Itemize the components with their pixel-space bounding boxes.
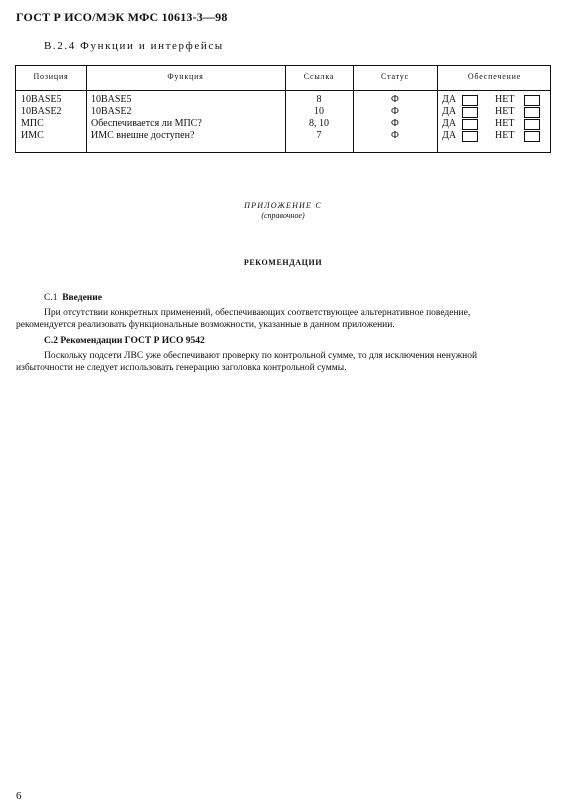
cell-yes-label: ДА bbox=[442, 94, 457, 105]
cell-function: ИМС внешне доступен? bbox=[91, 130, 195, 141]
header-provision: Обеспечение bbox=[467, 72, 522, 81]
header-function: Функция bbox=[167, 72, 204, 81]
cell-position: МПС bbox=[21, 118, 44, 129]
cell-status: Ф bbox=[391, 94, 399, 105]
cell-reference: 8 bbox=[316, 94, 322, 105]
cell-function: Обеспечивается ли МПС? bbox=[91, 118, 202, 129]
section-c1-number: С.1 bbox=[44, 293, 58, 303]
cell-status: Ф bbox=[391, 118, 399, 129]
yes-checkbox[interactable] bbox=[462, 107, 478, 118]
cell-no-label: НЕТ bbox=[495, 130, 515, 141]
table-row bbox=[16, 118, 550, 130]
cell-position: ИМС bbox=[21, 130, 44, 141]
cell-reference: 7 bbox=[316, 130, 322, 141]
section-c1-title: Введение bbox=[62, 293, 102, 303]
table-row bbox=[16, 94, 550, 106]
header-reference: Ссылка bbox=[303, 72, 335, 81]
yes-checkbox[interactable] bbox=[462, 95, 478, 106]
section-c1-line2: рекомендуется реализовать функциональные возможности, указанные в данном приложении. bbox=[16, 320, 395, 330]
document-header-title: ГОСТ Р ИСО/МЭК МФС 10613-3—98 bbox=[16, 10, 228, 24]
yes-checkbox[interactable] bbox=[462, 131, 478, 142]
cell-status: Ф bbox=[391, 106, 399, 117]
cell-function: 10BASE5 bbox=[91, 94, 132, 105]
cell-no-label: НЕТ bbox=[495, 118, 515, 129]
annex-subtitle: (справочное) bbox=[261, 211, 305, 220]
annex-title: ПРИЛОЖЕНИЕ С bbox=[244, 201, 322, 210]
no-checkbox[interactable] bbox=[524, 95, 540, 106]
cell-reference: 8, 10 bbox=[309, 118, 329, 129]
cell-status: Ф bbox=[391, 130, 399, 141]
cell-no-label: НЕТ bbox=[495, 94, 515, 105]
page-number: 6 bbox=[16, 790, 22, 802]
section-c2-heading: С.2 Рекомендации ГОСТ Р ИСО 9542 bbox=[44, 336, 205, 346]
cell-reference: 10 bbox=[314, 106, 324, 117]
section-heading: В.2.4 Функции и интерфейсы bbox=[44, 40, 224, 52]
cell-function: 10BASE2 bbox=[91, 106, 132, 117]
yes-checkbox[interactable] bbox=[462, 119, 478, 130]
cell-yes-label: ДА bbox=[442, 130, 457, 141]
cell-position: 10BASE2 bbox=[21, 106, 62, 117]
table-row bbox=[16, 106, 550, 118]
cell-position: 10BASE5 bbox=[21, 94, 62, 105]
cell-yes-label: ДА bbox=[442, 106, 457, 117]
no-checkbox[interactable] bbox=[524, 107, 540, 118]
functions-table bbox=[15, 65, 551, 153]
table-row bbox=[16, 130, 550, 142]
section-c1-heading bbox=[44, 293, 102, 303]
header-position: Позиция bbox=[33, 72, 69, 81]
no-checkbox[interactable] bbox=[524, 119, 540, 130]
table-header-row bbox=[16, 66, 550, 91]
cell-yes-label: ДА bbox=[442, 118, 457, 129]
section-c2-line1: Поскольку подсети ЛВС уже обеспечивают проверку по контрольной сумме, то для исключения ненужной bbox=[44, 351, 478, 361]
annex-heading: РЕКОМЕНДАЦИИ bbox=[243, 258, 323, 267]
header-status: Статус bbox=[381, 72, 409, 81]
cell-no-label: НЕТ bbox=[495, 106, 515, 117]
section-c2-line2: избыточности не следует использовать генерацию заголовка контрольной суммы. bbox=[16, 363, 347, 373]
section-c1-line1: При отсутствии конкретных применений, обеспечивающих соответствующее альтернативное поведение, bbox=[44, 308, 471, 318]
no-checkbox[interactable] bbox=[524, 131, 540, 142]
